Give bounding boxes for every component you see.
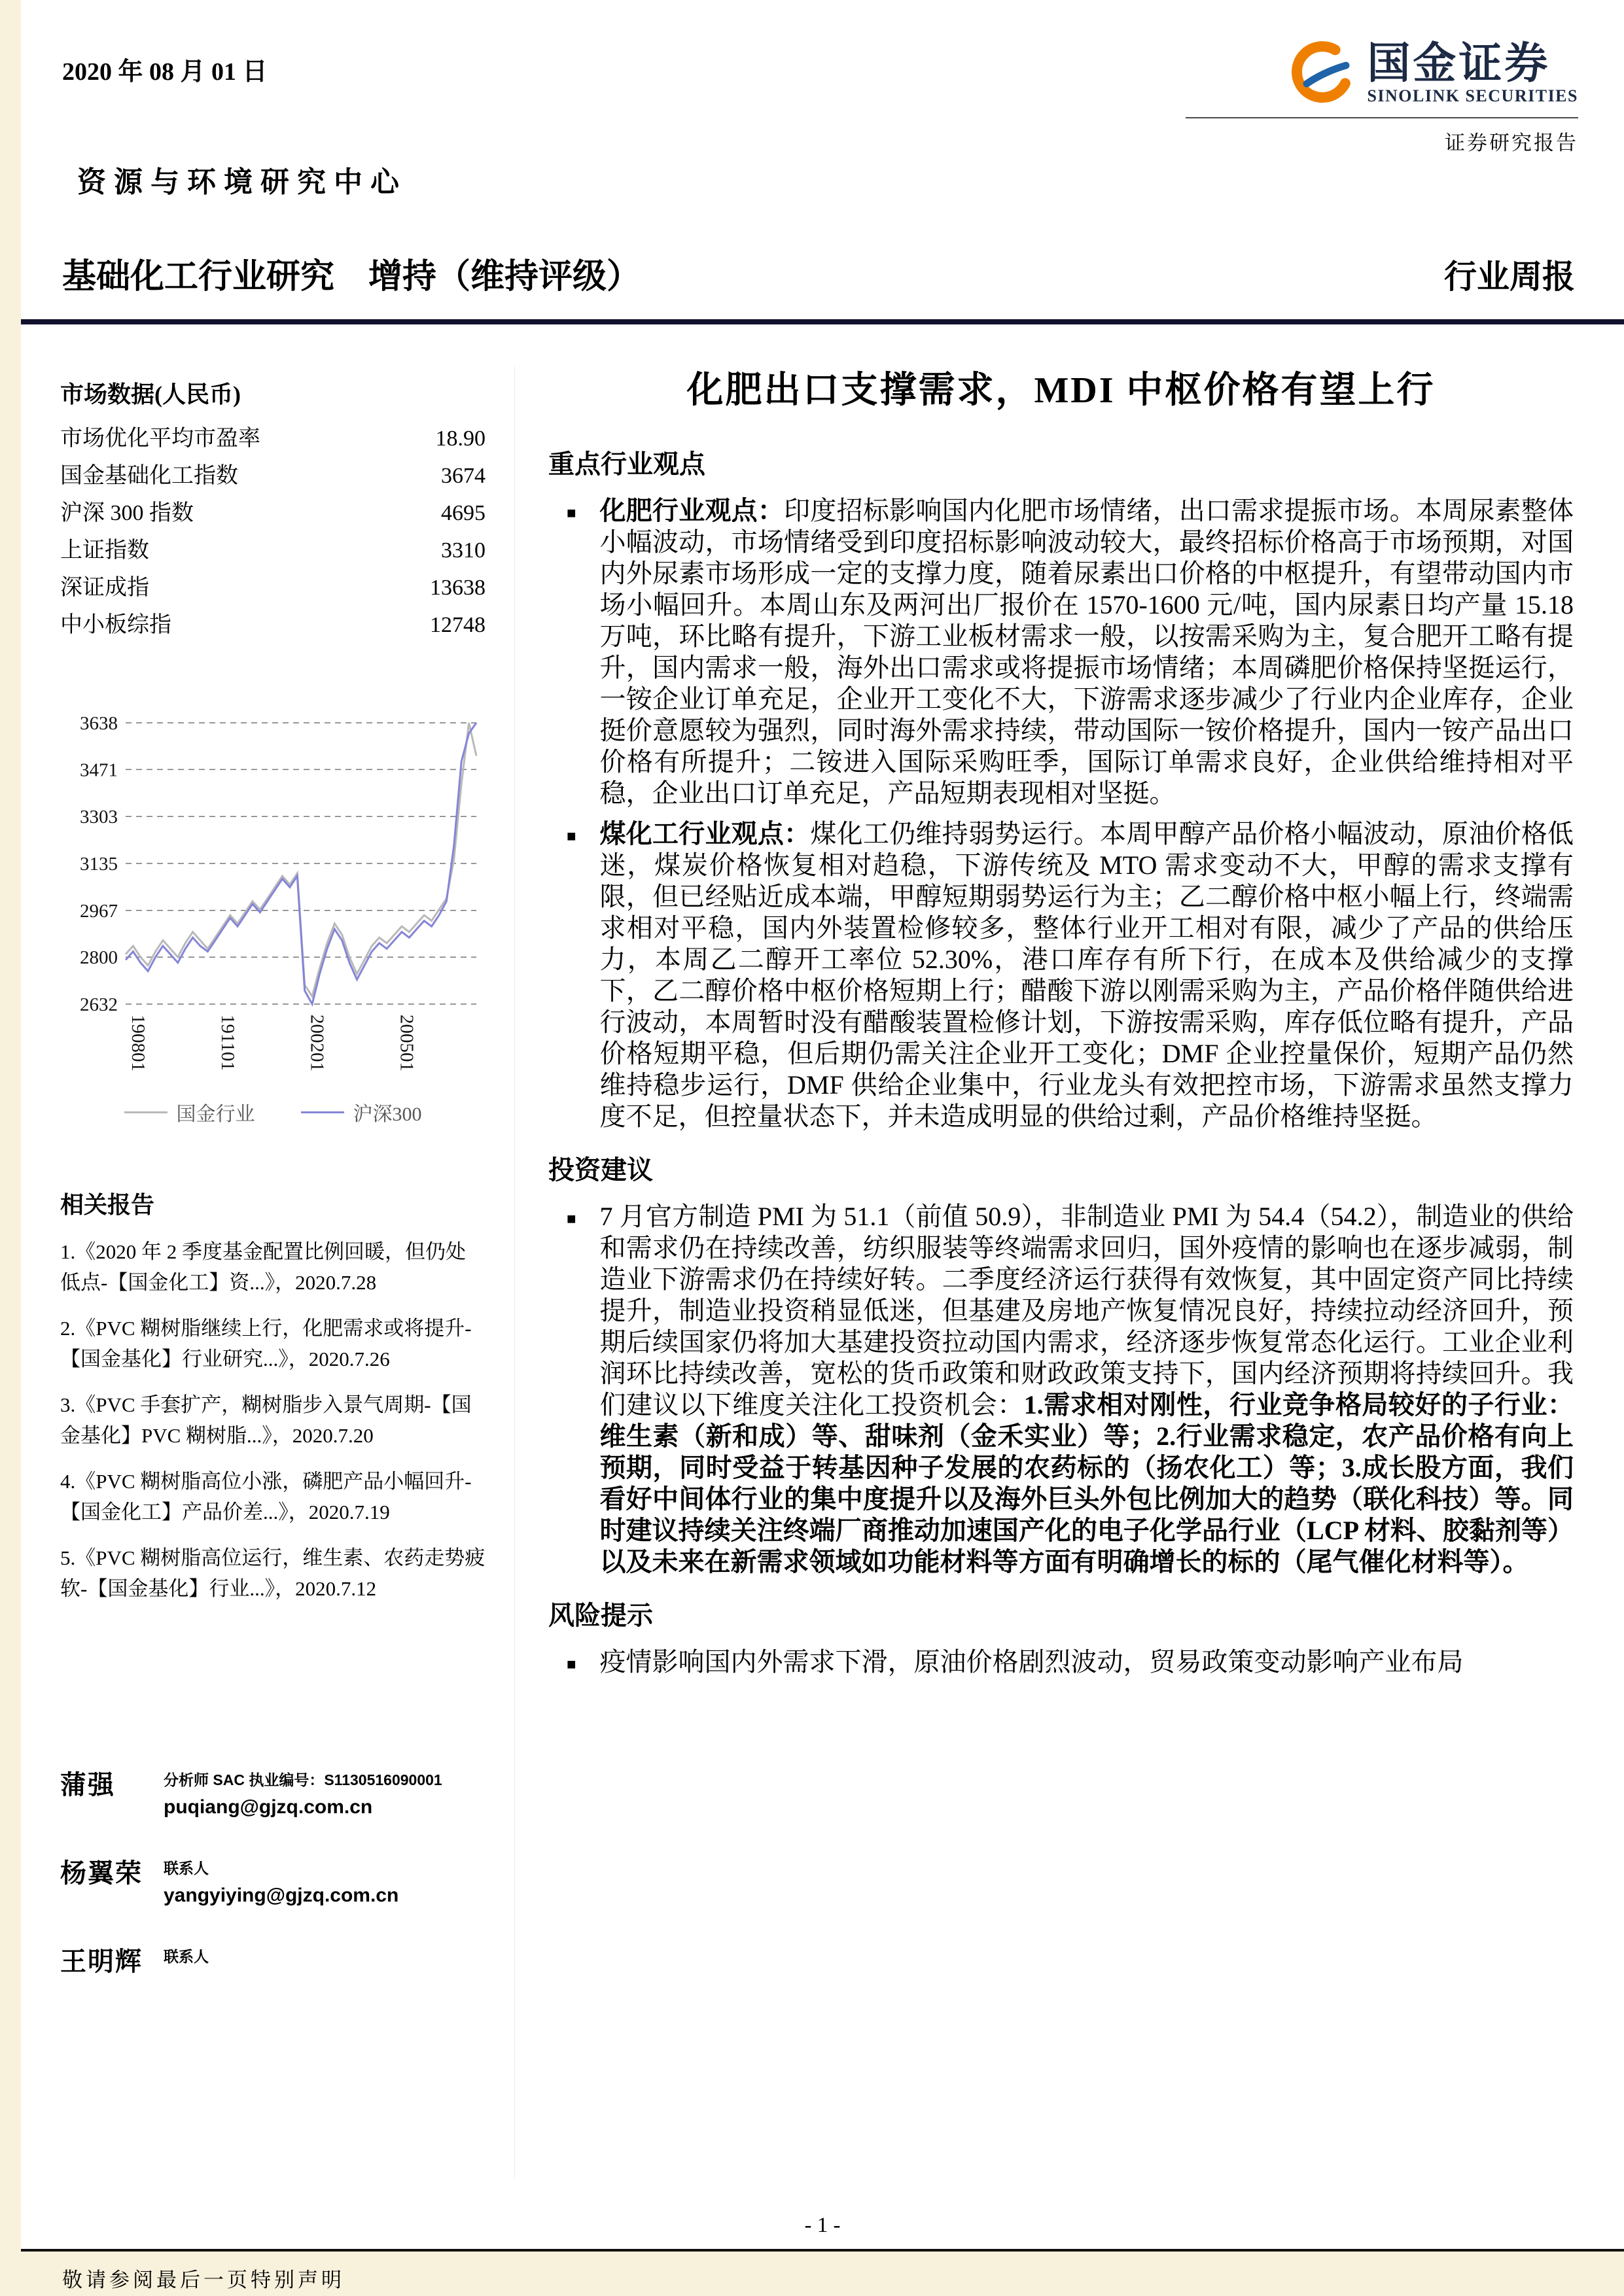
analyst-role: 分析师 SAC 执业编号：S1130516090001 xyxy=(164,1771,442,1788)
analyst-email: yangyiying@gjzq.com.cn xyxy=(164,1885,399,1906)
related-report-item: 3.《PVC 手套扩产，糊树脂步入景气周期-【国金基化】PVC 糊树脂...》，2020.7.20 xyxy=(60,1393,472,1447)
sinolink-logo-icon xyxy=(1288,38,1356,109)
titlebar xyxy=(62,249,1575,298)
analyst-entry xyxy=(60,1941,485,1978)
market-data-title: 市场数据(人民币) xyxy=(60,381,241,408)
bullet-paragraph xyxy=(548,1201,1574,1578)
svg-text:3303: 3303 xyxy=(80,807,118,828)
analyst-email: puqiang@gjzq.com.cn xyxy=(164,1796,373,1818)
analyst-name: 杨翼荣 xyxy=(60,1858,143,1888)
market-row-value: 18.90 xyxy=(435,426,485,451)
brand-row xyxy=(1186,38,1578,109)
analysts-block xyxy=(60,1764,485,1978)
brand-block xyxy=(1186,38,1578,156)
text-run: 7 月官方制造 PMI 为 51.1（前值 50.9），非制造业 PMI 为 54.4（54.2），制造业的供给和需求仍在持续改善，纺织服装等终端需求回归，国外疫情的影响也在逐步减弱，制造业下游需求仍在持续好转。二季度经济运行获得有效恢复，其中固定资产同比持续提升，制造业投资稍显低迷，但基建及房地产恢复情况良好，持续拉动经济回升，预期后续国家仍将加大基建投资拉动国内需求，经济逐步恢复常态化运行。工业企业利润环比持续改善，宽松的货币政策和财政政策支持下，国内经济预期将持续回升。我们建议以下维度关注化工投资机会： xyxy=(599,1202,1574,1419)
analyst-name: 蒲强 xyxy=(60,1770,115,1800)
svg-text:190801: 190801 xyxy=(128,1015,149,1071)
analyst-details xyxy=(164,1941,485,1978)
svg-text:191101: 191101 xyxy=(217,1015,238,1071)
brand-name: 国金证券 xyxy=(1367,39,1551,88)
analyst-details xyxy=(164,1764,485,1818)
analyst-entry xyxy=(60,1764,485,1818)
bold-text-run: 1.需求相对刚性，行业竞争格局较好的子行业：维生素（新和成）等、甜味剂（金禾实业）等；2.行业需求稳定，农产品价格有向上预期，同时受益于转基因种子发展的农药标的（扬农化工）等；3.成长股方面，我们看好中间体行业的集中度提升以及海外巨头外包比例加大的趋势（联化科技）等。同时建议持续关注终端厂商推动加速国产化的电子化学品行业（LCP 材料、胶黏剂等）以及未来在新需求领域如功能材料等方面有明确增长的标的（尾气催化材料等）。 xyxy=(599,1390,1574,1576)
market-data-row xyxy=(60,532,485,569)
bullet-paragraph xyxy=(548,1646,1574,1678)
bullet-square-icon: ■ xyxy=(567,1211,576,1228)
market-row-label: 上证指数 xyxy=(60,538,149,563)
analyst-entry xyxy=(60,1852,485,1907)
bullet-paragraph xyxy=(548,818,1574,1132)
related-report-item: 4.《PVC 糊树脂高位小涨，磷肥产品小幅回升-【国金化工】产品价差...》，2020.7.19 xyxy=(60,1470,472,1523)
main-content xyxy=(548,361,1574,1687)
market-row-label: 沪深 300 指数 xyxy=(60,501,194,525)
section-heading: 投资建议 xyxy=(548,1155,653,1185)
svg-text:200501: 200501 xyxy=(396,1015,417,1071)
text-run: 疫情影响国内外需求下滑，原油价格剧烈波动，贸易政策变动影响产业布局 xyxy=(599,1647,1464,1677)
related-report-item: 2.《PVC 糊树脂继续上行，化肥需求或将提升-【国金基化】行业研究...》，2020.7.26 xyxy=(60,1317,472,1370)
brand-texts xyxy=(1367,41,1578,106)
market-data-row xyxy=(60,606,485,644)
section-heading: 重点行业观点 xyxy=(548,449,705,479)
legend-label: 沪深300 xyxy=(353,1104,422,1125)
svg-text:3135: 3135 xyxy=(80,854,118,875)
index-chart xyxy=(60,712,485,1126)
report-date: 2020 年 08 月 01 日 xyxy=(62,58,268,86)
chart-plot xyxy=(60,712,485,1095)
analyst-role: 联系人 xyxy=(164,1860,209,1877)
bullet-text xyxy=(600,495,1574,809)
page-number: - 1 - xyxy=(804,2214,841,2237)
industry-rating-title: 基础化工行业研究 增持（维持评级） xyxy=(62,258,641,296)
market-data-row xyxy=(60,495,485,532)
bold-text-run: 化肥行业观点： xyxy=(599,496,785,525)
research-center: 资源与环境研究中心 xyxy=(77,166,407,198)
market-data-row xyxy=(60,457,485,495)
analyst-role: 联系人 xyxy=(164,1948,209,1965)
legend-label: 国金行业 xyxy=(176,1104,255,1125)
bullet-square-icon: ■ xyxy=(567,828,576,845)
market-data-row xyxy=(60,569,485,606)
bullet-paragraph xyxy=(548,495,1574,809)
related-report-item: 1.《2020 年 2 季度基金配置比例回暖，但仍处低点-【国金化工】资...》，2020.7.28 xyxy=(60,1240,466,1294)
market-row-value: 3310 xyxy=(441,538,485,563)
brand-divider xyxy=(1186,117,1578,118)
market-row-value: 4695 xyxy=(441,501,485,525)
text-run: 煤化工仍维持弱势运行。本周甲醇产品价格小幅波动，原油价格低迷，煤炭价格恢复相对趋稳，下游传统及 MTO 需求变动不大，甲醇的需求支撑有限，但已经贴近成本端，甲醇短期弱势运行为主；乙二醇价格中枢小幅上行，终端需求相对平稳，国内外装置检修较多，整体行业开工相对有限，减少了产品的供给压力，本周乙二醇开工率位 52.30%，港口库存有所下行，在成本及供给减少的支撑下，乙二醇价格中枢价格短期上行；醋酸下游以刚需采购为主，产品价格伴随供给进行波动，本周暂时没有醋酸装置检修计划，下游按需采购，库存低位略有提升，产品价格短期平稳，但后期仍需关注企业开工变化；DMF 企业控量保价，短期产品仍然维持稳步运行，DMF 供给企业集中，行业龙头有效把控市场，下游需求虽然支撑力度不足，但控量状态下，并未造成明显的供给过剩，产品价格维持坚挺。 xyxy=(599,819,1574,1131)
market-row-label: 中小板综指 xyxy=(60,613,171,637)
market-row-label: 国金基础化工指数 xyxy=(60,464,238,488)
market-row-value: 3674 xyxy=(441,464,485,488)
related-report-item: 5.《PVC 糊树脂高位运行，维生素、农药走势疲软-【国金基化】行业...》，2020.7.12 xyxy=(60,1546,485,1600)
market-row-label: 深证成指 xyxy=(60,576,149,600)
bullet-square-icon: ■ xyxy=(567,505,576,522)
report-title: 化肥出口支撑需求，MDI 中枢价格有望上行 xyxy=(686,370,1436,411)
svg-text:2632: 2632 xyxy=(80,994,118,1015)
footer-divider xyxy=(21,2249,1624,2252)
market-data-table xyxy=(60,420,485,644)
report-type-label: 证券研究报告 xyxy=(1445,131,1578,154)
brand-name-en: SINOLINK SECURITIES xyxy=(1367,86,1578,106)
svg-text:3471: 3471 xyxy=(80,759,118,781)
market-row-value: 13638 xyxy=(430,576,485,600)
bullet-text xyxy=(600,818,1574,1132)
bullet-text xyxy=(600,1201,1574,1578)
sidebar xyxy=(60,376,485,2012)
footer-disclaimer: 敬请参阅最后一页特别声明 xyxy=(62,2269,345,2291)
related-reports-list xyxy=(60,1237,485,1604)
analyst-name: 王明辉 xyxy=(60,1947,143,1976)
legend-item xyxy=(301,1098,422,1126)
analyst-details xyxy=(164,1852,485,1907)
market-row-value: 12748 xyxy=(430,613,485,637)
bold-text-run: 煤化工行业观点： xyxy=(599,819,811,848)
svg-text:2800: 2800 xyxy=(80,947,118,969)
chart-legend xyxy=(60,1098,485,1126)
svg-text:2967: 2967 xyxy=(80,900,118,922)
market-data-row xyxy=(60,420,485,457)
svg-text:3638: 3638 xyxy=(80,713,118,734)
svg-text:200201: 200201 xyxy=(306,1015,328,1071)
report-kind: 行业周报 xyxy=(1444,258,1575,295)
column-divider xyxy=(514,366,515,2178)
text-run: 印度招标影响国内化肥市场情绪，出口需求提振市场。本周尿素整体小幅波动，市场情绪受到印度招标影响波动较大，最终招标价格高于市场预期，对国内外尿素市场形成一定的支撑力度，随着尿素出口价格的中枢提升，有望带动国内市场小幅回升。本周山东及两河出厂报价在 1570-1600 元/吨，国内尿素日均产量 15.18 万吨，环比略有提升，下游工业板材需求一般，以按需采购为主，复合肥开工略有提升，国内需求一般，海外出口需求或将提振市场情绪；本周磷肥价格保持坚挺运行，一铵企业订单充足，企业开工变化不大，下游需求逐步减少了行业内企业库存，企业挺价意愿较为强烈，同时海外需求持续，带动国际一铵价格提升，国内一铵产品出口价格有所提升；二铵进入国际采购旺季，国际订单需求良好，企业供给维持相对平稳，企业出口订单充足，产品短期表现相对坚挺。 xyxy=(599,496,1574,808)
bullet-square-icon: ■ xyxy=(567,1656,576,1673)
legend-line-swatch xyxy=(124,1111,168,1113)
legend-line-swatch xyxy=(301,1111,344,1113)
legend-item xyxy=(124,1098,255,1126)
header-divider xyxy=(21,319,1624,324)
bullet-text xyxy=(600,1646,1574,1678)
section-heading: 风险提示 xyxy=(548,1601,653,1630)
report-sections xyxy=(548,444,1574,1678)
market-row-label: 市场优化平均市盈率 xyxy=(60,426,260,451)
related-reports-title: 相关报告 xyxy=(60,1192,155,1218)
